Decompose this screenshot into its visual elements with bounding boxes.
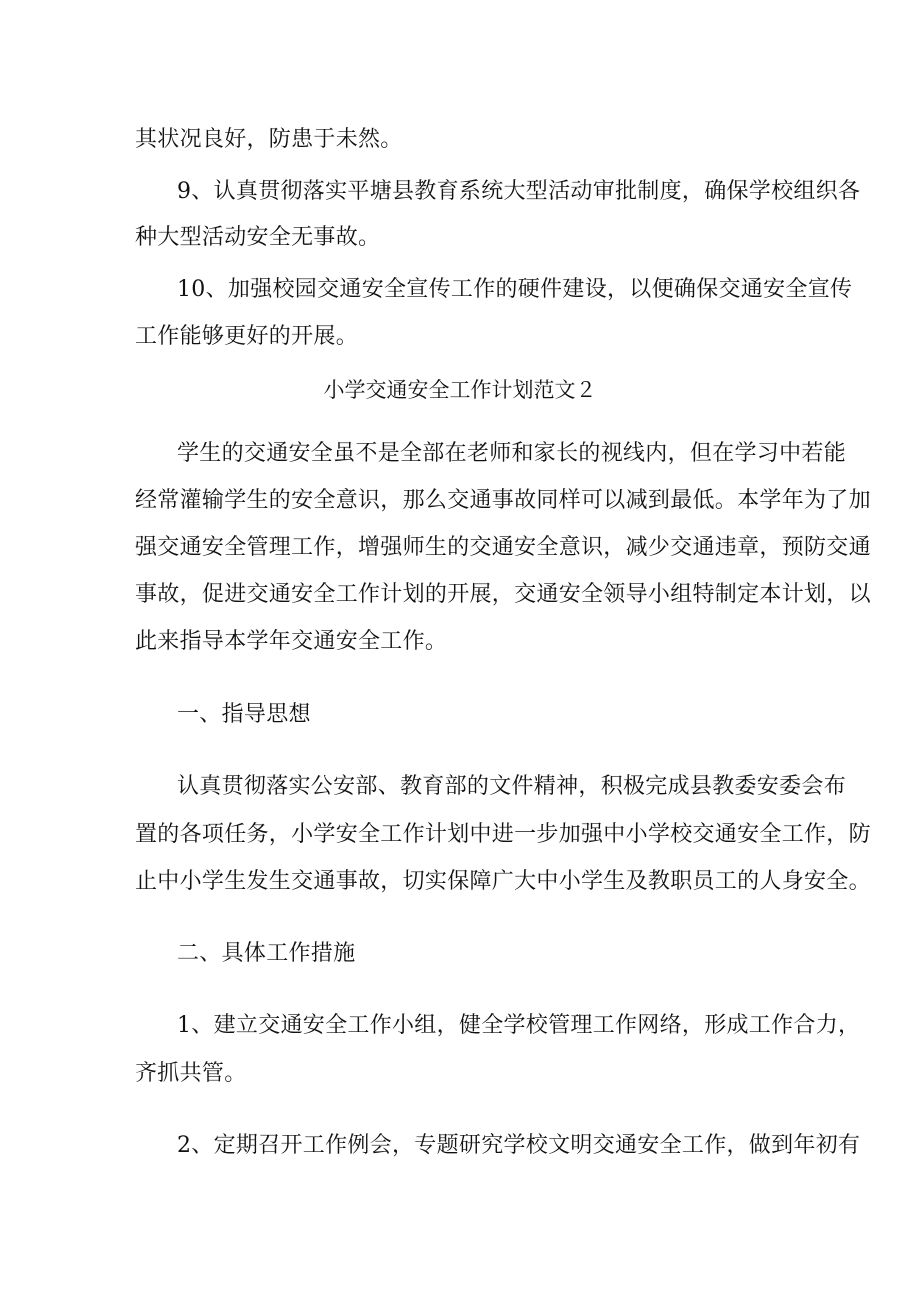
paragraph-line: 止中小学生发生交通事故，切实保障广大中小学生及教职员工的人身安全。 (135, 869, 871, 894)
paragraph-line: 10、加强校园交通安全宣传工作的硬件建设，以便确保交通安全宣传 (177, 277, 853, 302)
paragraph-line: 经常灌输学生的安全意识，那么交通事故同样可以减到最低。本学年为了加 (135, 488, 871, 513)
paragraph-line: 1、建立交通安全工作小组，健全学校管理工作网络，形成工作合力， (177, 1013, 861, 1038)
section-title: 小学交通安全工作计划范文２ (323, 378, 597, 402)
heading: 一、指导思想 (177, 702, 311, 727)
paragraph-line: 9、认真贯彻落实平塘县教育系统大型活动审批制度，确保学校组织各 (177, 179, 861, 204)
paragraph-line: 此来指导本学年交通安全工作。 (135, 629, 448, 654)
paragraph-line: 工作能够更好的开展。 (135, 324, 359, 349)
paragraph-line: 2、定期召开工作例会，专题研究学校文明交通安全工作，做到年初有 (177, 1133, 861, 1158)
paragraph-line: 强交通安全管理工作，增强师生的交通安全意识，减少交通违章，预防交通 (135, 535, 871, 560)
paragraph-line: 种大型活动安全无事故。 (135, 225, 381, 250)
heading: 二、具体工作措施 (177, 941, 356, 966)
paragraph-line: 置的各项任务，小学安全工作计划中进一步加强中小学校交通安全工作，防 (135, 822, 871, 847)
paragraph-line: 认真贯彻落实公安部、教育部的文件精神，积极完成县教委安委会布 (177, 774, 847, 799)
paragraph-line: 齐抓共管。 (135, 1061, 247, 1086)
paragraph-line: 其状况良好，防患于未然。 (135, 127, 403, 152)
paragraph-line: 学生的交通安全虽不是全部在老师和家长的视线内，但在学习中若能 (177, 441, 847, 466)
paragraph-line: 事故，促进交通安全工作计划的开展，交通安全领导小组特制定本计划，以 (135, 582, 871, 607)
